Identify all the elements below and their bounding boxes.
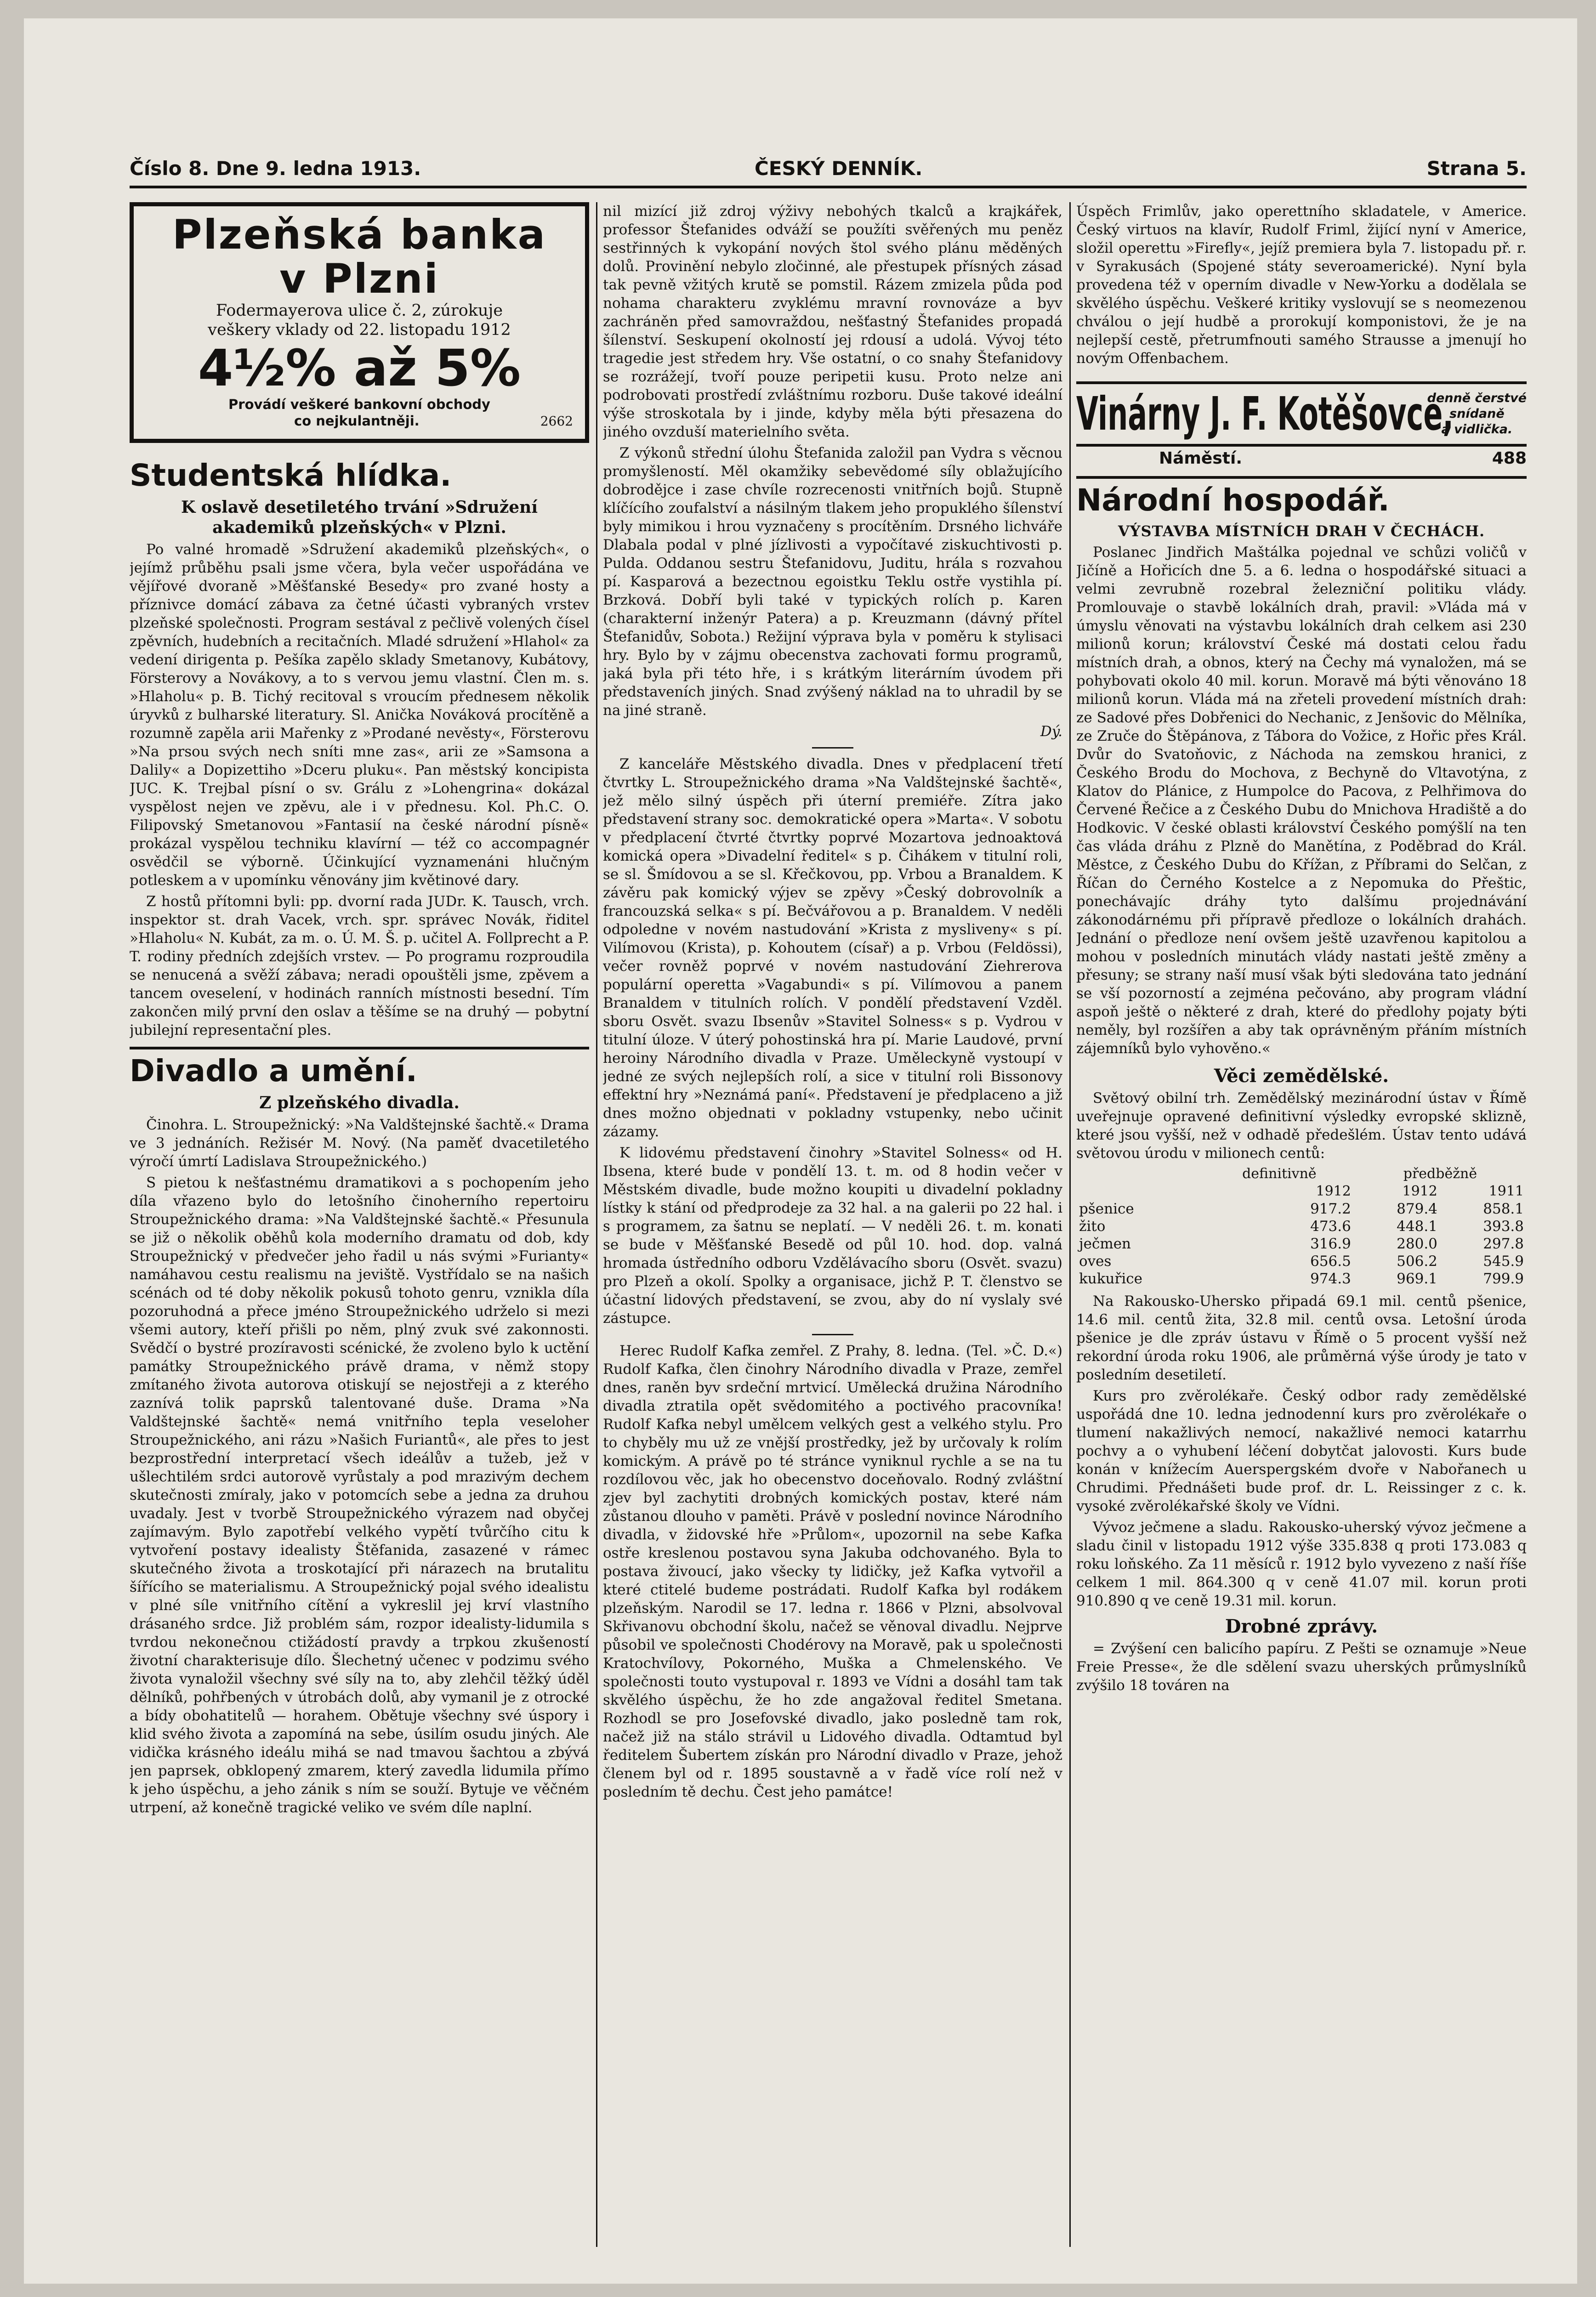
table-row bbox=[1076, 1270, 1527, 1287]
article-paragraph: Z výkonů střední úlohu Štefanida založil pan Vydra s věcnou promyšleností. Měl okamžiky sebevědomé síly oblažujícího dobrodějce i zase chvíle rozrecenosti vnitřních bojů. Stupně klíčícího zoufalství a násilným tlakem jeho propuklého šílenství byly mimikou i hrou vyznačeny s procítěním. Drsného lichváře Dlabala podal v plné jízlivosti a vypočítavé ziskuchtivosti p. Pulda. Oddanou sestru Štefanidovu, Juditu, hrála s rozvahou pí. Kasparová a bezectnou egoistku Teklu ostře vystihla pí. Brzková. Dobří byli také v typických rolích p. Karen (charakterní inženýr Patera) a p. Kreuzmann (dávný přítel Štefanidův, Sobota.) Režijní výprava byla v poměru k stylisaci hry. Bylo by v zájmu obecenstva zachovati formu programů, jaká byla při této hře, i s krátkým literárním úvodem při představeních jiných. Snad zvýšený náklad na to uhradil by se na jiné straně. bbox=[603, 445, 1062, 719]
bank-city: v Plzni bbox=[279, 255, 439, 302]
offer-line: a vidlička. bbox=[1441, 422, 1513, 437]
article-paragraph: Úspěch Frimlův, jako operettního skladatele, v Americe. Český virtuos na klavír, Rudolf Friml, žijící nyní v Americe, složil operettu »Firefly«, jejíž premiera byla 7. listopadu př. r. v Syrakusách (Spojené státy severoamerické). Nyní byla provedena též v operním divadle v New-Yorku a dodělala se skvělého úspěchu. Veškeré kritiky vyslovují se s neomezenou chválou o její hudbě a prorokují komponistovi, že je na nejlepší cestě, přetrumfnouti samého Strausse a jmenují ho novým Offenbachem. bbox=[1076, 203, 1527, 367]
year-header: 1912 bbox=[1316, 1183, 1351, 1199]
separator bbox=[812, 747, 853, 749]
table-cell: 473.6 bbox=[1310, 1218, 1351, 1235]
page-header bbox=[130, 152, 1527, 188]
issue-date: Číslo 8. Dne 9. ledna 1913. bbox=[130, 157, 421, 180]
article-paragraph: Z hostů přítomni byli: pp. dvorní rada JUDr. K. Tausch, vrch. inspektor st. drah Vacek, vrch. spr. správec Novák, řiditel »Hlaholu« N. Kubát, za m. o. Ú. M. Š. p. učitel A. Follprecht a P. T. rodiny předních zdejších vrstev. — Po programu rozproudila se nenucená a svěží zábava; neradi opouštěli jsme, zpěvem a tancem oveselení, v hodinách ranních místnosti besední. Tím zakončen milý první den oslav a těšíme se na druhý — pobytní jubilejní representační ples. bbox=[130, 893, 589, 1038]
table-row bbox=[1076, 1235, 1527, 1253]
article-paragraph: Po valné hromadě »Sdružení akademiků plzeňských«, o jejímž průběhu psali jsme včera, byla večer uspořádána ve vějířové dvoraně »Měšťanské Besedy« pro zvané hosty a příznivce domácí zábava za četné účasti vybraných vrstev plzeňské společnosti. Program sestával z pečlivě volených čísel zpěvních, hudebních a recitačních. Mladé sdružení »Hlahol« za vedení dirigenta p. Pešíka zapělo sklady Smetanovy, Kubátovy, Försterovy a Novákovy, a to s vervou jemu vlastní. Člen m. s. »Hlaholu« p. B. Tichý recitoval s vroucím přednesem několik úryvků z bulharské literatury. Sl. Anička Nováková procítěně a rozumně zapěla arii Mařenky z »Prodané nevěsty«, Försterovu »Na prsou svých nech sníti mne zas«, arii ze »Samsona a Dalily« a Dopizettiho »Dceru pluku«. Pan městský koncipista JUC. K. Trejbal písní o sv. Grálu z »Lohengrina« dokázal vyspělost nejen ve zpěvu, ale i v přednesu. Kol. Ph.C. O. Filipovský Smetanovou »Fantasií na české národní písně« prokázal vyspělou techniku klavírní — též co accompagnér osvědčil se výborně. Účinkující vyznamenáni hlučným potleskem a v upomínku věnovány jim květinové dary. bbox=[130, 541, 589, 889]
section-heading: Národní hospodář. bbox=[1076, 476, 1527, 518]
table-cell: 799.9 bbox=[1483, 1270, 1524, 1287]
article-title: K oslavě desetiletého trvání »Sdružení akademiků plzeňských« v Plzni. bbox=[181, 498, 538, 537]
bank-advertisement bbox=[130, 202, 589, 443]
column-header: předběžně bbox=[1403, 1166, 1477, 1182]
page-number: Strana 5. bbox=[1426, 157, 1527, 180]
year-header: 1912 bbox=[1402, 1183, 1437, 1199]
column-rule bbox=[1069, 202, 1071, 2247]
table-cell: 448.1 bbox=[1397, 1218, 1437, 1235]
article-paragraph: Poslanec Jindřich Maštálka pojednal ve schůzi voličů v Jičíně a Hořicích dne 5. a 6. ledna o hospodářské situaci a velmi zevrubně rozebral železniční politiku vlády. Promlouvaje o stavbě lokálních drah, pravil: »Vláda má v úmyslu věnovati na výstavbu lokálních drah celkem asi 230 milionů korun; království České má dostati celou řadu místních drah, a obnos, který na Čechy má vynaložen, má se pohybovati okolo 40 mil. korun. Moravě má býti věnováno 18 milionů korun. Vláda má na zřeteli provedení místních drah: ze Sadové přes Dobřenici do Nechanic, z Jenšovic do Mělníka, ze Zruče do Štěpánova, z Tábora do Vožice, z Hořic přes Král. Dvůr do Svatoňovic, z Náchoda na zemskou hranici, z Českého Brodu do Mochova, z Bechyně do Vltavotýna, z Klatov do Plánice, z Humpolce do Pacova, z Pelhřimova do Červené Řečice a z Českého Dubu do Mnichova Hradiště a do Hodkovic. V české oblasti království Českého pomýšlí na ten čas vláda dráhu z Plzně do Manětína, z Poděbrad do Král. Městce, z Českého Dubu do Křížan, z Příbrami do Selčan, z Říčan do Černého Kostelce a z Nepomuka do Přeštic, ponechávajíc dráhy tyto dalšímu projednávání zákonodárnému při přípravě předloze o lokálních drahách. Jednání o předloze není ovšem ještě uzavřenou kapitolou a mohou v posledních minutách vlády nastati ještě změny a přesuny; se strany naší musí však býti sledována tato jednání se vší pozorností a zejména pečováno, aby program vládní aspoň ještě o některé z drah, které do předlohy pojaty býti neměly, byl rozšířen a aby tak oprávněným přáním místních zájemníků bylo vyhověno.« bbox=[1076, 544, 1527, 1057]
year-header: 1911 bbox=[1488, 1183, 1524, 1199]
crop-name: pšenice bbox=[1079, 1201, 1134, 1217]
article-paragraph: Na Rakousko-Uhersko připadá 69.1 mil. centů pšenice, 14.6 mil. centů žita, 32.8 mil. centů ovsa. Letošní úroda pšenice je dle zpráv ústavu v Římě o 5 procent vyšší než rekordní úroda roku 1906, ale průměrná výše úrody je tato v posledním desetiletí. bbox=[1076, 1293, 1527, 1383]
section-subheading: Věci zemědělské. bbox=[1214, 1065, 1389, 1087]
table-cell: 656.5 bbox=[1310, 1253, 1351, 1270]
column-2 bbox=[603, 202, 1062, 2247]
table-row bbox=[1076, 1200, 1527, 1218]
article-paragraph: Světový obilní trh. Zemědělský mezinárodní ústav v Římě uveřejnuje opravené definitivní výsledky evropské sklizně, které jsou vyšší, než v odhadě předešlém. Ústav tento udává světovou úrodu v milionech centů: bbox=[1076, 1090, 1527, 1162]
bank-deposits: veškery vklady od 22. listopadu 1912 bbox=[208, 321, 511, 339]
column-3 bbox=[1076, 202, 1527, 2247]
bank-name: Plzeňská banka bbox=[172, 211, 547, 258]
table-cell: 545.9 bbox=[1483, 1253, 1524, 1270]
section-heading: Studentská hlídka. bbox=[130, 458, 452, 493]
offer-line: snídaně bbox=[1449, 407, 1505, 421]
column-header: definitivně bbox=[1242, 1166, 1317, 1182]
newspaper-page bbox=[24, 18, 1577, 2284]
crop-name: žito bbox=[1079, 1218, 1106, 1235]
article-title: VÝSTAVBA MÍSTNÍCH DRAH V ČECHÁCH. bbox=[1118, 522, 1485, 540]
bank-interest-rate: 4½% až 5% bbox=[198, 339, 521, 397]
table-cell: 974.3 bbox=[1310, 1270, 1351, 1287]
wine-bar-advertisement bbox=[1076, 381, 1527, 447]
bank-address: Fodermayerova ulice č. 2, zúrokuje bbox=[216, 301, 503, 320]
crop-name: kukuřice bbox=[1079, 1270, 1142, 1287]
table-cell: 969.1 bbox=[1397, 1270, 1437, 1287]
wine-bar-place: Náměstí. bbox=[1159, 449, 1243, 468]
table-cell: 506.2 bbox=[1397, 1253, 1437, 1270]
bank-services: Provádí veškeré bankovní obchody bbox=[228, 397, 490, 412]
article-paragraph: = Zvýšení cen balicího papíru. Z Pešti se oznamuje »Neue Freie Presse«, že dle sdělení svazu uherských průmyslníků zvýšilo 18 továren na bbox=[1076, 1640, 1527, 1694]
table-cell: 917.2 bbox=[1310, 1201, 1351, 1217]
crop-name: oves bbox=[1079, 1253, 1112, 1270]
table-row bbox=[1076, 1253, 1527, 1270]
crop-name: ječmen bbox=[1079, 1236, 1131, 1252]
offer-line: denně čerstvé bbox=[1427, 391, 1527, 405]
table-row bbox=[1076, 1218, 1527, 1235]
column-rule bbox=[596, 202, 597, 2247]
header-rule bbox=[130, 186, 1527, 188]
article-paragraph: Vývoz ječmene a sladu. Rakousko-uherský vývoz ječmene a sladu činil v listopadu 1912 výše 335.838 q proti 173.083 q roku loňského. Za 11 měsíců r. 1912 bylo vyvezeno z naší říše celkem 1 mil. 864.300 q v ceně 41.07 mil. korun proti 910.890 q ve ceně 19.31 mil. korun. bbox=[1076, 1519, 1527, 1609]
table-cell: 280.0 bbox=[1397, 1236, 1437, 1252]
article-title: Z plzeňského divadla. bbox=[259, 1093, 460, 1112]
article-paragraph: Činohra. L. Stroupežnický: »Na Valdštejnské šachtě.« Drama ve 3 jednáních. Režisér M. Nový. (Na paměť dvacetiletého výročí úmrtí Ladislava Stroupežnického.) bbox=[130, 1117, 589, 1170]
article-paragraph: K lidovému představení činohry »Stavitel Solness« od H. Ibsena, které bude v pondělí 13. t. m. od 8 hodin večer v Městském divadle, bude možno koupiti u divadelní pokladny lístky k stání od předprodeje za 32 hal. a na galerii po 22 hal. i s programem, za šatnu se neplatí. — V neděli 26. t. m. konati se bude v Měšťanské Besedě od půl 10. hod. dop. valná hromada ústředního odboru Vzdělávacího sboru (Osvět. svazu) pro Plzeň a okolí. Spolky a organisace, jichž P. T. členstvo se účastní lidových představení, se zvou, aby do ní vyslaly své zástupce. bbox=[603, 1145, 1062, 1327]
table-cell: 393.8 bbox=[1483, 1218, 1524, 1235]
table-cell: 316.9 bbox=[1310, 1236, 1351, 1252]
section-subheading: Drobné zprávy. bbox=[1225, 1616, 1378, 1637]
table-cell: 879.4 bbox=[1397, 1201, 1437, 1217]
column-1 bbox=[130, 202, 589, 2247]
table-cell: 858.1 bbox=[1483, 1201, 1524, 1217]
ad-number: 2662 bbox=[540, 414, 573, 429]
bank-slogan: co nejkulantněji. bbox=[294, 413, 420, 429]
article-paragraph: Z kanceláře Městského divadla. Dnes v předplacení třetí čtvrtky L. Stroupežnického drama »Na Valdštejnské šachtě«, jež mělo silný úspěch při úterní premiéře. Zítra jako představení strany soc. demokratické opera »Marta«. V sobotu v předplacení čtvrté čtvrtky poprvé Mozartova jednoaktová komická opera »Divadelní ředitel« s p. Čihákem v titulní roli, se sl. Šmídovou a se sl. Křečkovou, pp. Vrbou a Branaldem. K závěru pak komický výjev se zpěvy »Český dobrovolník a francouzská selka« s pí. Bečvářovou a p. Branaldem. V neděli odpoledne v novém nastudování »Krista z mysliveny« s pí. Vilímovou (Krista), p. Kohoutem (císař) a p. Vrbou (Feldössi), večer rovněž poprvé v novém nastudování Ziehrerova populární operetta »Vagabundi« s pí. Vilímovou a panem Branaldem v titulních rolích. V pondělí představení Vzděl. sboru Osvět. svazu Ibsenův »Stavitel Solness« s p. Vydrou v titulní úloze. V úterý pohostinská hra pí. Marie Laudové, první heroiny Národního divadla v Praze. Uměleckyně vystoupí v jedné ze svých nejlepších rolí, a sice v titulní roli Bissonovy effektní hry »Neznámá paní«. Představení je předplaceno a již dnes možno objednati v pokladny vstupenky, nebo učinit zázamy. bbox=[603, 756, 1062, 1140]
article-paragraph: Herec Rudolf Kafka zemřel. Z Prahy, 8. ledna. (Tel. »Č. D.«) Rudolf Kafka, člen činohry Národního divadla v Praze, zemřel dnes, raněn byv srdeční mrtvicí. Umělecká družina Národního divadla ztratila opět svědomitého a poctivého pracovníka! Rudolf Kafka nebyl umělcem velkých gest a velkého stylu. Pro to chyběly mu už ze vnější prostředky, jež by určovaly k rolím komickým. A právě po té stránce vyniknul rychle a se na tu rozdílovou věc, jak ho obecenstvo doceňovalo. Rodný zvláštní zjev byl zachytiti drobných komických postav, které nám zůstanou dlouho v paměti. Právě v poslední novince Národního divadla, v židovské hře »Průlom«, upozornil na sebe Kafka ostře kreslenou postavou syna Jakuba odchovaného. Byla to postava živoucí, jako všecky ty lidičky, jež Kafka vytvořil a které ctitelé budeme postrádati. Rudolf Kafka byl rodákem plzeňským. Narodil se 17. ledna r. 1866 v Plzni, absolvoval Skřivanovu obchodní školu, načež se věnoval divadlu. Nejprve působil ve společnosti Chodérovy na Moravě, pak u společnosti Kratochvílovy, Pokorného, Muška a Chmelenského. Ve společnosti touto vystupoval r. 1893 ve Vídni a dosáhl tam tak skvělého úspěchu, že ho zde angažoval ředitel Smetana. Rozhodl se pro Josefovské divadlo, jako posledně tam rok, načež již na stálo strávil u Lidového divadla. Odtamtud byl ředitelem Šubertem získán pro Národní divadlo v Praze, jehož členem byl od r. 1895 soustavně a v řadě více rolí než v posledním tě dechu. Čest jeho památce! bbox=[603, 1343, 1062, 1800]
article-paragraph: nil mizící již zdroj výživy nebohých tkalců a krajkářek, professor Štefanides odváží se použíti svěřených mu peněz sestřinných k vykopání nových štol svého plánu měděných dolů. Provinění nebylo zločinné, ale přestupek přísných zásad tak pevně vžitých krutě se pomstil. Rázem zmizela půda pod nohama charakteru zvyklému mravní rovnováze a byv zachráněn před samovraždou, nešťastný Štefanides propadá šílenství. Seskupení okolností jej rdousí a udolá. Vývoj této tragedie jest středem hry. Vše ostatní, o co snahy Štefanidovy se rozrážejí, tvoří pouze peripetii kusu. Proto nelze ani podrobovati prostředí zvláštnímu rozboru. Duše takové ideální výše stroskotala by i jinde, kdyby měla býti přesazena do jiného ovzduší materielního světa. bbox=[603, 203, 1062, 440]
article-paragraph: Kurs pro zvěrolékaře. Český odbor rady zemědělské uspořádá dne 10. ledna jednodenní kurs pro zvěrolékaře o tlumení nakažlivých nemocí, nakažlivé nemoci katarrhu pochvy a o vyhubení léčení dobytčat jalovosti. Kurs bude konán v knížecím Auerspergském dvoře v Nabořanech u Chrudimi. Přednášeti bude prof. dr. L. Reissinger z c. k. vysoké zvěrolékařské školy ve Vídni. bbox=[1076, 1388, 1527, 1514]
author-signature: Dý. bbox=[1040, 723, 1062, 740]
table-cell: 297.8 bbox=[1483, 1236, 1524, 1252]
separator bbox=[812, 1334, 853, 1335]
article-paragraph: S pietou k nešťastnému dramatikovi a s pochopením jeho díla vřazeno bylo do letošního činoherního repertoiru Stroupežnického drama: »Na Valdštejnské šachtě.« Přesunula se již o několik oběhů kola moderního dramatu od dob, kdy Stroupežnický v předvečer jeho řadil u nás svými »Furianty« namáhavou cestu realismu na jeviště. Vystřídalo se na našich scénách od té doby několik pokusů tohoto genru, vznikla díla pozoruhodná a přece jméno Stroupežnického udrželo si mezi všemi autory, kteří přišli po něm, plný zvuk své zakonnosti. Svědčí o bystré prozíravosti scénické, že zvoleno bylo k uctění památky Stroupežnického právě drama, v němž stopy zmítaného života autorova otiskují se nejostřeji a z kterého zaznívá tolik paprsků talentované duše. Drama »Na Valdštejnské šachtě« nemá vnitřního tepla veseloher Stroupežnického, ani rázu »Našich Furiantů«, ale přes to jest bezprostřední interpretací všech ideálův a tužeb, jež v ušlechtilém srdci autorově vyrůstaly a pod mrazivým dechem skutečnosti zmíraly, jako v potomcích sebe a jedna za druhou uvadaly. Jest v tvorbě Stroupežnického výrazem nad obyčej zajímavým. Bylo zapotřebí velkého vypětí tvůrčího citu k vytvoření postavy idealisty Štěfanida, zasazené v rámec skutečného života a troskotající při nárazech na brutalitu šířícího se materialismu. A Stroupežnický pojal svého idealistu v plné síle vnitřního cítění a vykreslil jej krví vlastního drásaného srdce. Již problém sám, rozpor idealisty-lidumila s tvrdou nekonečnou ctižádostí pravdy a trpkou zkušeností životní charakterisuje dílo. Šlechetný učenec v podzimu svého života vynaložil všechny své síly na to, aby zlehčil těžký úděl dělníků, pohřbených v útrobách dolů, aby vymanil je z otrocké a bídy obohatitelů — horahem. Obětuje všechny své úspory i klid svého života a zapomíná na sebe, úsilím osudu jiných. Ale vidička krásného ideálu mihá se nad tmavou šachtou a zbývá jen paprsek, obklopený zmarem, který zavedla lidumila přímo k jeho úspěchu, a jeho zánik s ním se souží. Bytuje ve věčném utrpení, až konečně tragické veliko ve svém díle naplní. bbox=[130, 1174, 589, 1816]
ad-number: 488 bbox=[1492, 449, 1527, 468]
grain-harvest-table bbox=[1076, 1165, 1527, 1287]
wine-bar-name: Vinárny J. F. Kotěšovce, bbox=[1076, 387, 1454, 441]
section-heading: Divadlo a umění. bbox=[130, 1047, 589, 1089]
wine-bar-footer bbox=[1076, 449, 1527, 468]
paper-title: ČESKÝ DENNÍK. bbox=[755, 157, 923, 180]
